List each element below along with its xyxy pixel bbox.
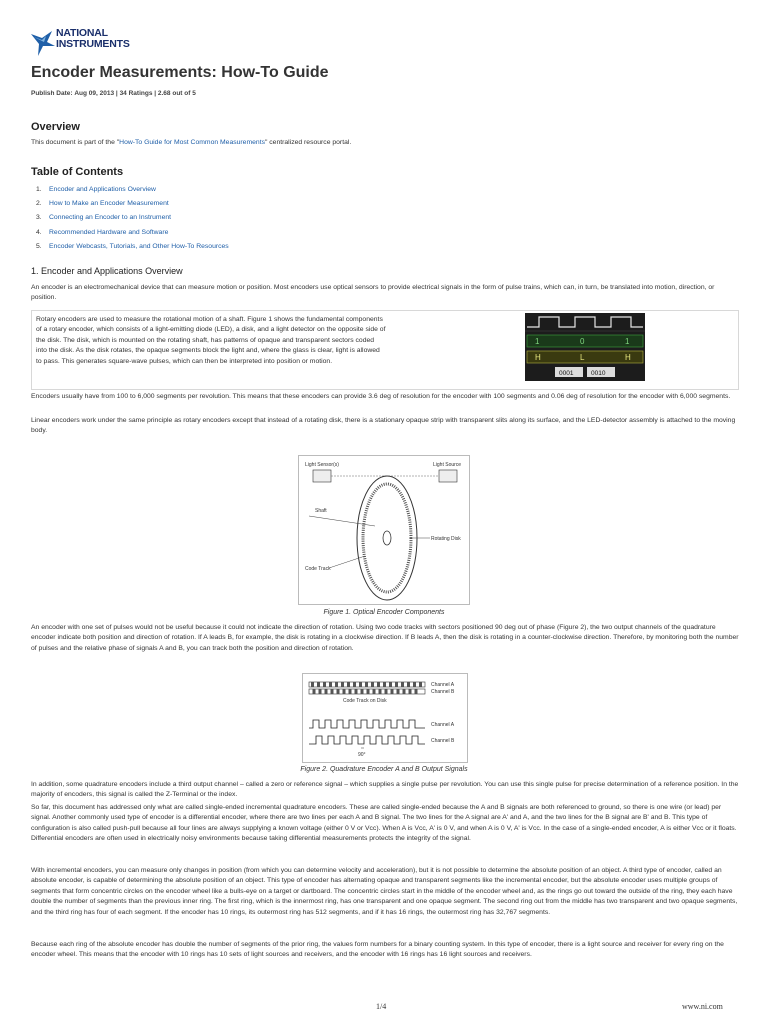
fig1-label-sensor: Light Sensor(s) xyxy=(305,462,339,468)
eagle-icon xyxy=(30,28,56,58)
portal-link[interactable]: How-To Guide for Most Common Measurements xyxy=(119,139,265,146)
rotary-encoder-box xyxy=(31,310,739,390)
fig1-label-shaft: Shaft xyxy=(315,508,327,514)
overview-heading: Overview xyxy=(31,121,80,133)
logo-line2: INSTRUMENTS xyxy=(56,38,130,50)
page-title: Encoder Measurements: How-To Guide xyxy=(31,64,329,81)
paragraph-segments: Encoders usually have from 100 to 6,000 segments per revolution. This means that these encoders can provide 3.6 deg of resolution for the encoder with 100 segments and 0.06 deg of resolution for the encoder with 6,000 segments. xyxy=(31,393,731,400)
rating-score: 2.68 out of 5 xyxy=(157,90,196,97)
fig2-label-chA: Channel A xyxy=(431,722,455,728)
toc-item-2[interactable]: 2. How to Make an Encoder Measurement xyxy=(36,200,169,208)
logo-line1: NATIONAL xyxy=(56,27,108,39)
fig1-label-disk: Rotating Disk xyxy=(431,536,461,542)
scope-level-0: H xyxy=(535,353,541,362)
footer-url[interactable]: www.ni.com xyxy=(682,1002,723,1011)
publish-meta: Publish Date: Aug 09, 2013 | 34 Ratings | 2.68 out of 5 xyxy=(31,90,196,97)
publish-date: Aug 09, 2013 xyxy=(74,90,115,97)
scope-bit-0: 1 xyxy=(535,337,540,346)
ni-logo[interactable] xyxy=(30,28,140,58)
fig1-label-source: Light Source xyxy=(433,462,462,468)
rotary-encoder-text: Rotary encoders are used to measure the rotational motion of a shaft. Figure 1 shows the fundamental components of a rotary encoder, which consists of a light-emitting diode (LED), a disk, and a light detector on the opposite side of the disk. The disk, which is mounted on the rotating shaft, has patterns of opaque and transparent sectors coded into the disk. As the disk rotates, the opaque segments block the light and, where the glass is clear, light is allowed to pass. This generates square-wave pulses, which can then be interpreted into position or motion. xyxy=(36,316,386,365)
toc-item-3[interactable]: 3. Connecting an Encoder to an Instrument xyxy=(36,214,172,222)
publish-label: Publish Date: xyxy=(31,90,73,97)
fig2-label-chB: Channel B xyxy=(431,738,455,744)
paragraph-linear: Linear encoders work under the same principle as rotary encoders except that instead of a rotating disk, there is a stationary opaque strip with transparent slits along its surface, and the LED-detector assembly is attached to the moving body. xyxy=(31,417,736,435)
fig2-label-chB-track: Channel B xyxy=(431,689,455,695)
figure1-caption: Figure 1. Optical Encoder Components xyxy=(323,609,445,616)
fig2-label-chA-track: Channel A xyxy=(431,682,455,688)
scope-level-2: H xyxy=(625,353,631,362)
scope-level-1: L xyxy=(580,353,585,362)
section1-heading: 1. Encoder and Applications Overview xyxy=(31,266,183,276)
figure2-caption: Figure 2. Quadrature Encoder A and B Output Signals xyxy=(300,766,468,773)
overview-text: This document is part of the "How-To Guide for Most Common Measurements" centralized resource portal. xyxy=(31,139,352,146)
figure2-quadrature-signals xyxy=(302,673,468,763)
page-number: 1/4 xyxy=(376,1002,387,1011)
toc-heading: Table of Contents xyxy=(31,166,124,178)
paragraph-intro: An encoder is an electromechanical device that can measure motion or position. Most encoders use optical sensors to provide electrical signals in the form of pulse trains, which can, in turn, be translated into motion, direction, or position. xyxy=(31,284,715,302)
fig1-label-track: Code Track xyxy=(305,566,331,572)
table-of-contents xyxy=(36,183,229,254)
scope-count-0: 0001 xyxy=(559,370,574,377)
paragraph-absolute: With incremental encoders, you can measure only changes in position (from which you can determine velocity and acceleration), but it is not possible to determine the absolute position of an object. A third type of encoder, called an absolute encoder, is capable of determining the absolute position of an object. This type of encoder has alternating opaque and transparent segments like the incremental encoder, but the absolute encoder uses multiple groups of segments that form concentric circles on the encoder wheel like a bulls-eye on a target or dartboard. The concentric circles start in the middle of the encoder wheel and, as the rings go out toward the outside of the ring, they each have double the number of segments than the previous inner ring. The first ring, which is the innermost ring, has one transparent and one opaque segment. The second ring out from the middle has two transparent and two opaque segments, and the third ring has four of each segment. If the encoder has 10 rings, its outermost ring has 512 segments, and if it has 16 rings, the outermost ring has 32,767 segments. xyxy=(31,867,738,916)
scope-waveform-image xyxy=(525,313,645,381)
scope-bit-1: 0 xyxy=(580,337,585,346)
paragraph-binary: Because each ring of the absolute encoder has double the number of segments of the prior ring, the values form numbers for a binary counting system. In this type of encoder, there is a light source and receiver for every ring on the encoder wheel. This means that the encoder with 10 rings has 10 sets of light sources and receivers, and the encoder with 16 rings has 16 light sources and receivers. xyxy=(31,941,724,959)
fig2-label-track: Code Track on Disk xyxy=(343,698,387,704)
figure1-optical-encoder xyxy=(298,455,470,605)
fig2-label-phase: 90° xyxy=(358,752,366,758)
paragraph-differential: So far, this document has addressed only what are called single-ended incremental quadrature encoders. These are called single-ended because the A and B signals are both referenced to ground, so there is one wire (or lead) per signal. Another commonly used type of encoder is a differential encoder, where there are two lines per each A and B signal. The two lines for the A signal are A' and A, and the two lines for the B signal are B' and B. This type of configuration is also called push-pull because all four lines are always supplying a known voltage (either 0 V or Vcc). When A is Vcc, A' is 0 V, and when A is 0 V, A' is Vcc. In the case of a single-ended encoder, A is either Vcc or it floats. Differential encoders are often used in electrically noisy environments because taking differential measurements protects the integrity of the signal. xyxy=(31,804,737,843)
toc-item-1[interactable]: 1. Encoder and Applications Overview xyxy=(36,186,156,193)
ratings-count: 34 Ratings xyxy=(119,90,153,97)
toc-item-5[interactable]: 5. Encoder Webcasts, Tutorials, and Other How-To Resources xyxy=(36,242,229,250)
scope-count-1: 0010 xyxy=(591,370,606,377)
paragraph-quadrature: An encoder with one set of pulses would not be useful because it could not indicate the direction of rotation. Using two code tracks with sectors positioned 90 deg out of phase (Figure 2), the two output channels of the quadrature encoder indicate both position and direction of rotation. If A leads B, for example, the disk is rotating in a clockwise direction. If B leads A, then the disk is rotating in a counter-clockwise direction. Therefore, by monitoring both the number of pulses and the relative phase of signals A and B, you can track both the position and direction of rotation. xyxy=(31,624,739,652)
toc-item-4[interactable]: 4. Recommended Hardware and Software xyxy=(36,228,169,236)
scope-bit-2: 1 xyxy=(625,337,630,346)
paragraph-index: In addition, some quadrature encoders include a third output channel – called a zero or reference signal – which supplies a single pulse per revolution. You can use this single pulse for precise determination of a reference position. In the majority of encoders, this signal is called the Z-Terminal or the index. xyxy=(31,781,739,799)
